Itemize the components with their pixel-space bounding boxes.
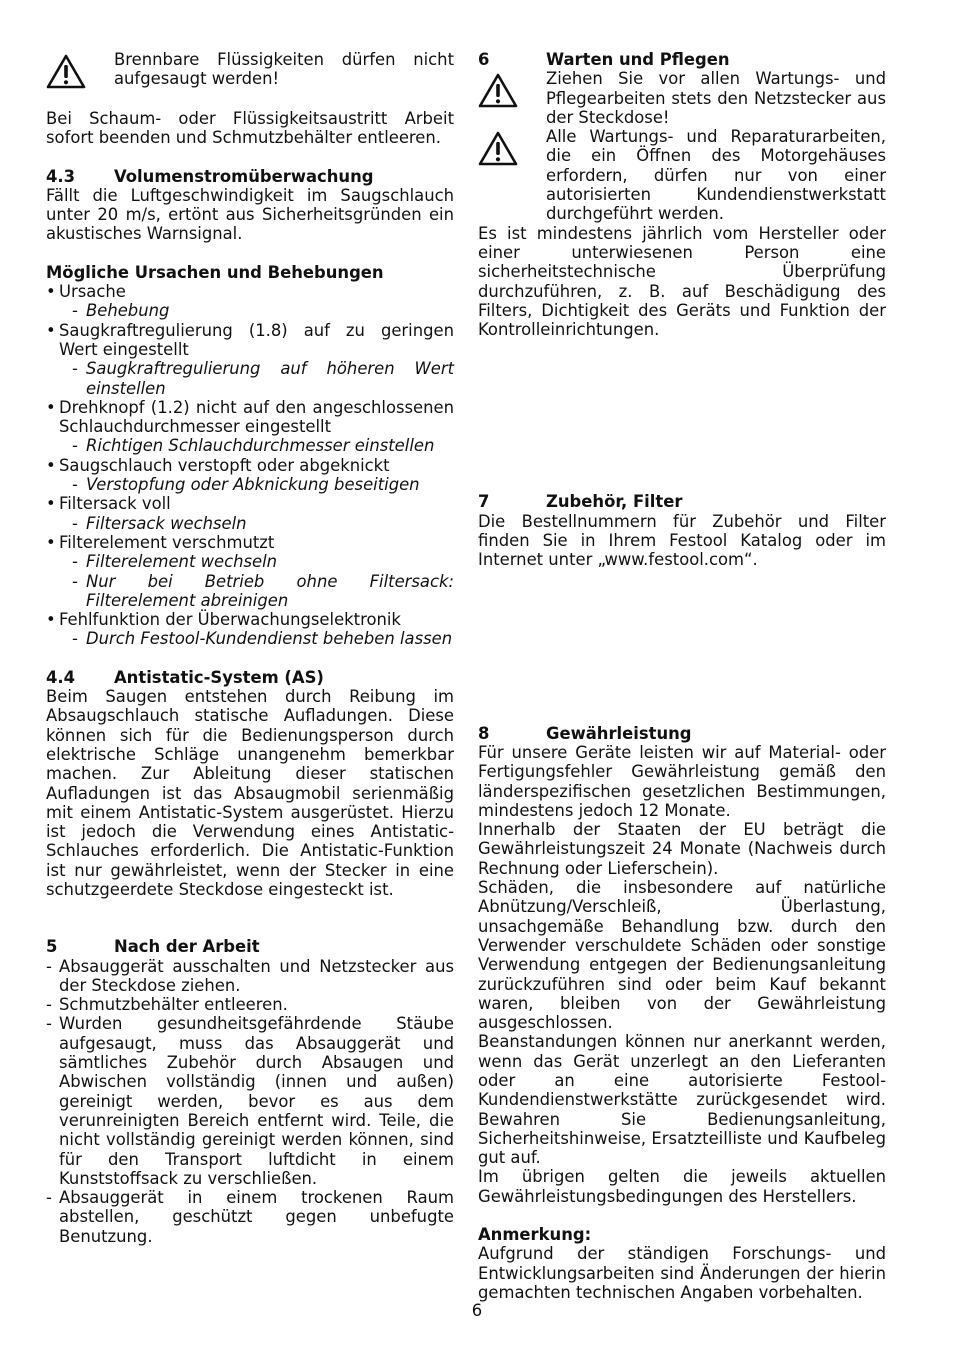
- warranty-paragraph: Beanstandungen können nur anerkannt werden, wenn das Gerät unzerlegt an den Lieferanten oder an eine autorisierte Festool-Kundendienstwerkstätte zurückgesendet wird. Bewahren Sie Bedienungsanleitung, Sicherheitshinweise, Ersatzteilliste und Kaufbeleg gut auf.: [478, 1032, 886, 1168]
- section-4-4-text: Beim Saugen entstehen durch Reibung im Absaugschlauch statische Aufladungen. Diese können sich für die Bedienungsperson durch elektrische Schläge unangenehm bemerkbar machen. Zur Ableitung dieser statischen Aufladungen ist das Absaugmobil serienmäßig mit einem Antistatic-System ausgerüstet. Hierzu ist jedoch die Verwendung eines Antistatic-Schlauches erforderlich. Die Antistatic-Funktion ist nur gewährleistet, wenn der Stecker in eine schutzgeerdete Steckdose eingesteckt ist.: [46, 687, 454, 899]
- warranty-paragraph: Schäden, die insbesondere auf natürliche Abnützung/Verschleiß, Überlastung, unsachgemäße Behandlung bzw. durch den Verwender verschuldete Schäden oder sonstige Verwendung entgegen der Bedienungsanleitung zurückzuführen sind oder beim Kauf bekannt waren, bleiben von der Gewährleistung ausgeschlossen.: [478, 878, 886, 1033]
- section-4-3-heading: [46, 167, 454, 186]
- section-title: Nach der Arbeit: [114, 937, 260, 957]
- cause-text: Filtersack voll: [59, 494, 171, 514]
- note-text: Aufgrund der ständigen Forschungs- und Entwicklungsarbeiten sind Änderungen der hierin gemachten technischen Angaben vorbehalten.: [478, 1244, 886, 1302]
- flammable-warning-text: Brennbare Flüssigkeiten dürfen nicht aufgesaugt werden!: [114, 50, 454, 89]
- list-item: - Wurden gesundheitsgefährdende Stäube aufgesaugt, muss das Absauggerät und sämtliches Zubehör durch Absaugen und Abwischen vollständig (innen und außen) gereinigt werden, bevor es aus dem verunreinigten Bereich entfernt wird. Teile, die nicht vollständig gereinigt werden können, sind für den Transport luftdicht in einem Kunststoffsack zu verschließen.: [46, 1014, 454, 1188]
- section-title: Volumenstromüberwachung: [114, 166, 374, 186]
- causes-heading: Mögliche Ursachen und Behebungen: [46, 262, 384, 282]
- cause-text: Filterelement verschmutzt: [59, 532, 275, 552]
- fix-item: - Behebung: [59, 301, 454, 320]
- list-item: - Absauggerät ausschalten und Netzstecker aus der Steckdose ziehen.: [46, 957, 454, 996]
- section-number: 6: [478, 50, 490, 69]
- maintenance-warning-2: [478, 127, 886, 223]
- cause-item: [46, 456, 454, 495]
- after-work-list: [46, 957, 454, 1246]
- fix-item: - Durch Festool-Kundendienst beheben lassen: [59, 629, 454, 648]
- warranty-paragraph: Für unsere Geräte leisten wir auf Material- oder Fertigungsfehler Gewährleistung gemäß den länderspezifischen gesetzlichen Bestimmungen, mindestens jedoch 12 Monate.: [478, 742, 886, 820]
- cause-item: [46, 398, 454, 456]
- repair-warning-text: Alle Wartungs- und Reparaturarbeiten, die ein Öffnen des Motorgehäuses erfordern, dürfen nur von einer autorisierten Kundendienstwerkstatt durchgeführt werden.: [546, 127, 886, 224]
- maintenance-warning-1: [478, 69, 886, 127]
- section-title: Antistatic-System (AS): [114, 667, 324, 687]
- cause-item: [46, 610, 454, 649]
- section-6-text: Es ist mindestens jährlich vom Hersteller oder einer unterwiesenen Person eine sicherheitstechnische Überprüfung durchzuführen, z. B. auf Beschädigung des Filters, Dichtigkeit des Geräts und Funktion der Kontrolleinrichtungen.: [478, 223, 886, 340]
- section-title: Zubehör, Filter: [546, 492, 683, 512]
- section-7-heading: [478, 492, 886, 511]
- warranty-paragraph: Im übrigen gelten die jeweils aktuellen Gewährleistungsbedingungen des Herstellers.: [478, 1167, 886, 1206]
- warning-triangle-icon: [46, 50, 114, 90]
- section-number: 4.3: [46, 166, 76, 186]
- foam-paragraph: Bei Schaum- oder Flüssigkeitsaustritt Arbeit sofort beenden und Schmutzbehälter entleeren.: [46, 109, 454, 148]
- cause-text: Fehlfunktion der Überwachungselektronik: [59, 610, 401, 630]
- fix-item: - Richtigen Schlauchdurchmesser einstellen: [59, 436, 454, 455]
- causes-list: [46, 282, 454, 649]
- fix-item: - Filterelement wechseln: [59, 552, 454, 571]
- section-6-heading: [478, 50, 886, 69]
- right-column: [478, 50, 886, 1302]
- cause-text: Ursache: [59, 282, 126, 302]
- section-4-3-text: Fällt die Luftgeschwindigkeit im Saugschlauch unter 20 m/s, ertönt aus Sicherheitsgründen ein akustisches Warnsignal.: [46, 185, 454, 244]
- section-title: Gewährleistung: [546, 723, 692, 743]
- section-number: 4.4: [46, 667, 76, 687]
- section-number: 8: [478, 723, 490, 743]
- left-column: [46, 50, 454, 1246]
- cause-text: • Saugkraftregulierung (1.8) auf zu geringen Wert eingestellt: [59, 320, 454, 359]
- flammable-warning: [46, 50, 454, 90]
- list-item: - Absauggerät in einem trockenen Raum abstellen, geschützt gegen unbefugte Benutzung.: [46, 1188, 454, 1246]
- cause-item: [46, 282, 454, 321]
- section-4-4-heading: [46, 668, 454, 687]
- section-number: 7: [478, 492, 490, 512]
- section-8-heading: [478, 724, 886, 743]
- section-7-text: Die Bestellnummern für Zubehör und Filter finden Sie in Ihrem Festool Katalog oder im Internet unter „www.festool.com“.: [478, 511, 886, 570]
- fix-item: - Saugkraftregulierung auf höheren Wert einstellen: [59, 359, 454, 398]
- section-5-heading: [46, 937, 454, 956]
- section-title: Warten und Pflegen: [546, 50, 730, 69]
- cause-text: • Drehknopf (1.2) nicht auf den angeschlossenen Schlauchdurchmesser eingestellt: [59, 397, 454, 437]
- cause-item: [46, 494, 454, 533]
- section-number: 5: [46, 937, 58, 957]
- fix-item: - Nur bei Betrieb ohne Filtersack: Filterelement abreinigen: [59, 572, 454, 611]
- fix-item: - Verstopfung oder Abknickung beseitigen: [59, 475, 454, 494]
- page-number: 6: [471, 1301, 483, 1320]
- fix-item: - Filtersack wechseln: [59, 514, 454, 533]
- list-item: - Schmutzbehälter entleeren.: [46, 995, 454, 1014]
- cause-item: [46, 321, 454, 398]
- warranty-paragraph: Innerhalb der Staaten der EU beträgt die Gewährleistungszeit 24 Monate (Nachweis durch Rechnung oder Lieferschein).: [478, 820, 886, 878]
- note-heading: Anmerkung:: [478, 1225, 592, 1245]
- maintenance-warning-text: Ziehen Sie vor allen Wartungs- und Pflegearbeiten stets den Netzstecker aus der Steckdose!: [546, 69, 886, 127]
- cause-text: Saugschlauch verstopft oder abgeknickt: [59, 455, 390, 475]
- cause-item: [46, 533, 454, 610]
- warning-triangle-icon: [478, 127, 546, 167]
- warning-triangle-icon: [478, 69, 546, 109]
